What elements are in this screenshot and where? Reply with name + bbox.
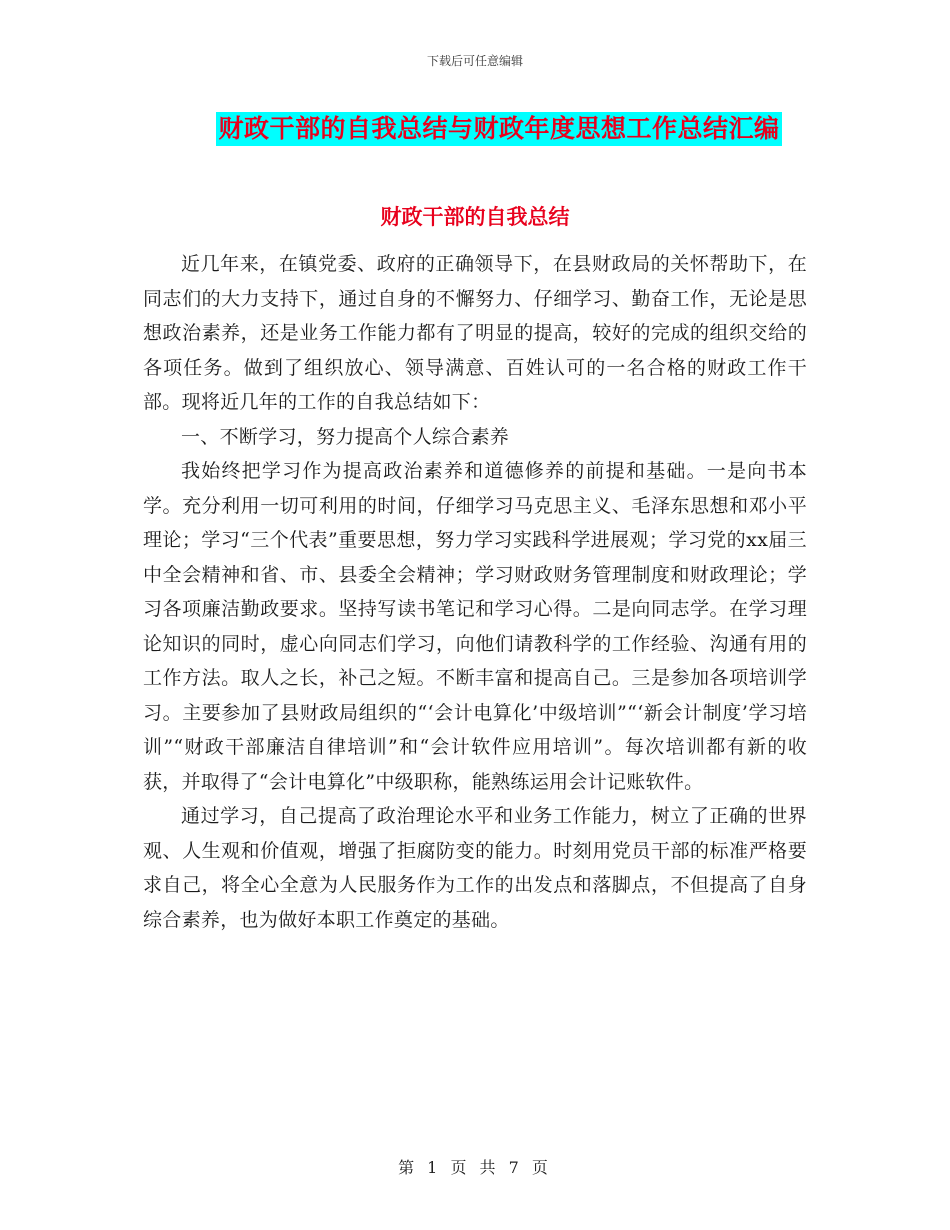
section-title: 财政干部的自我总结: [380, 205, 570, 229]
document-body: [143, 247, 807, 937]
paragraph-intro: 近几年来，在镇党委、政府的正确领导下，在县财政局的关怀帮助下，在同志们的大力支持下，通过自身的不懈努力、仔细学习、勤奋工作，无论是思想政治素养，还是业务工作能力都有了明显的提高，较好的完成的组织交给的各项任务。做到了组织放心、领导满意、百姓认可的一名合格的财政工作干部。现将近几年的工作的自我总结如下：: [143, 253, 807, 413]
document-title: 财政干部的自我总结与财政年度思想工作总结汇编: [216, 112, 781, 146]
header-note: 下载后可任意编辑: [426, 54, 523, 68]
paragraph-heading-one: 一、不断学习，努力提高个人综合素养: [181, 425, 510, 448]
paragraph-results: 通过学习，自己提高了政治理论水平和业务工作能力，树立了正确的世界观、人生观和价值观，增强了拒腐防变的能力。时刻用党员干部的标准严格要求自己，将全心全意为人民服务作为工作的出发点和落脚点，不但提高了自身综合素养，也为做好本职工作奠定的基础。: [143, 805, 807, 931]
document-title-wrapper: [0, 112, 950, 146]
paragraph-study: 我始终把学习作为提高政治素养和道德修养的前提和基础。一是向书本学。充分利用一切可利用的时间，仔细学习马克思主义、毛泽东思想和邓小平理论；学习“三个代表”重要思想，努力学习实践科学进展观；学习党的xx届三中全会精神和省、市、县委全会精神；学习财政财务管理制度和财政理论；学习各项廉洁勤政要求。坚持写读书笔记和学习心得。二是向同志学。在学习理论知识的同时，虚心向同志们学习，向他们请教科学的工作经验、沟通有用的工作方法。取人之长，补己之短。不断丰富和提高自己。三是参加各项培训学习。主要参加了县财政局组织的“‘会计电算化’中级培训”“‘新会计制度’学习培训”“财政干部廉洁自律培训”和“会计软件应用培训”。每次培训都有新的收获，并取得了“会计电算化”中级职称，能熟练运用会计记账软件。: [143, 460, 807, 793]
page-number: 第 1 页 共 7 页: [398, 1158, 552, 1177]
